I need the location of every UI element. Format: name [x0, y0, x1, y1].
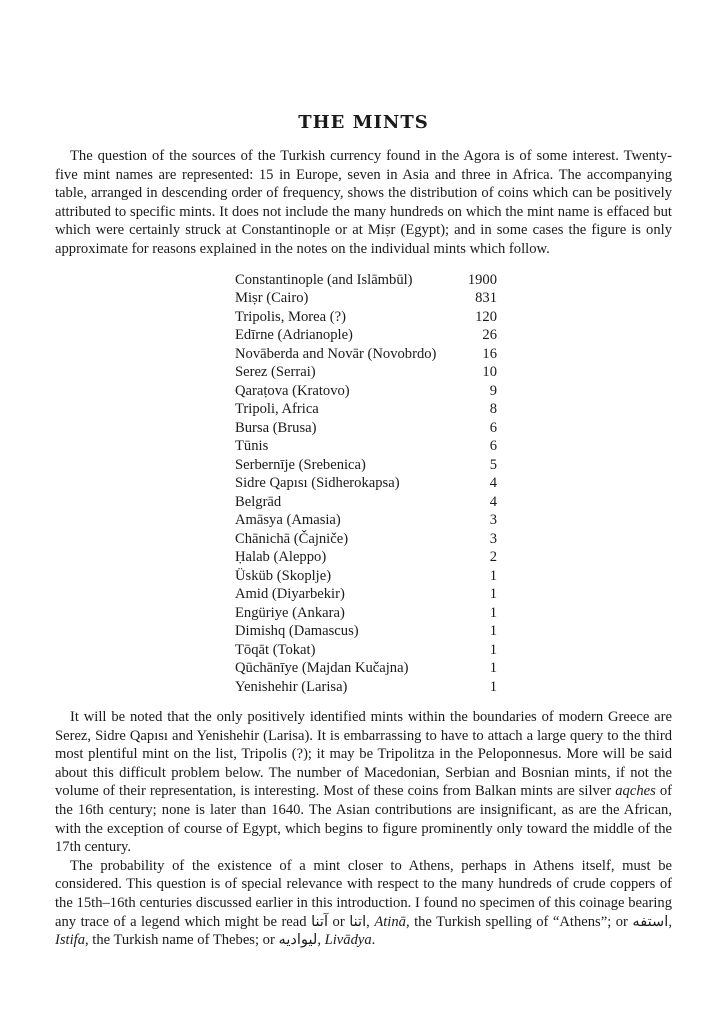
mint-name: Engüriye (Ankara) [235, 604, 345, 621]
mint-count: 10 [482, 364, 497, 381]
mint-count: 4 [489, 493, 497, 510]
paragraph-text: . [371, 932, 376, 949]
table-row [235, 659, 497, 678]
table-row [235, 678, 497, 697]
mint-name: Serbernīje (Srebenica) [235, 456, 366, 473]
mint-count: 26 [482, 327, 497, 344]
paragraph-text: The probability of the existence of a mint closer to Athens, perhaps in Athens itself, must be considered. This question is of special relevance with respect to the many hundreds of crude coppers of the 15th–16th centuries discussed earlier in this introduction. I found no specimen of this coinage bearing any trace of a legend which might be read [55, 857, 672, 930]
paragraph-text: of the 16th century; none is later than 1640. The Asian contributions are insignificant, as are the African, with the exception of course of Egypt, which begins to figure prominently only toward the middle of the 17th century. [55, 783, 673, 856]
mint-count: 3 [489, 512, 497, 529]
mint-name: Tūnis [235, 438, 269, 455]
mint-name: Belgrād [235, 493, 282, 510]
mint-name: Dimishq (Damascus) [235, 623, 359, 640]
table-row [235, 622, 497, 641]
table-row [235, 474, 497, 493]
paragraph-athens-mint [55, 857, 672, 950]
mint-name: Yenishehir (Larisa) [235, 678, 348, 695]
mint-name: Chānichā (Čajniče) [235, 530, 349, 547]
table-row [235, 363, 497, 382]
table-row [235, 400, 497, 419]
mint-count: 2 [489, 549, 497, 566]
mint-count: 1 [489, 678, 497, 695]
paragraph-text: , [366, 913, 375, 930]
arabic-word: اتنا [349, 913, 367, 930]
mint-count: 6 [489, 438, 497, 455]
mint-name: Edīrne (Adrianople) [235, 327, 353, 344]
mint-count: 8 [489, 401, 497, 418]
table-row [235, 308, 497, 327]
paragraph-text: It will be noted that the only positively identified mints within the boundaries of modern Greece are Serez, Sidre Qapısı and Yenishehir (Larisa). It is embarrassing to have to attach a large query to the third most plentiful mint on the list, Tripolis (?); it may be Tripolitza in the Peloponnesus. More will be said about this difficult problem below. The number of Macedonian, Serbian and Bosnian mints, if not the volume of their representation, is interesting. Most of these coins from Balkan mints are silver [55, 709, 672, 800]
mint-name: Qūchānīye (Majdan Kučajna) [235, 660, 409, 677]
mint-count: 9 [489, 382, 497, 399]
mint-table [235, 271, 497, 697]
mint-count: 16 [482, 345, 497, 362]
table-row [235, 530, 497, 549]
mint-count: 6 [489, 419, 497, 436]
mint-count: 1 [489, 604, 497, 621]
table-row [235, 493, 497, 512]
table-row [235, 585, 497, 604]
table-row [235, 345, 497, 364]
table-row [235, 419, 497, 438]
arabic-word: آتنا [311, 913, 329, 930]
mint-name: Tripoli, Africa [235, 401, 319, 418]
mint-name: Constantinople (and Islāmbūl) [235, 271, 413, 288]
paragraph-text: or [328, 913, 350, 930]
mint-name: Amid (Diyarbekir) [235, 586, 345, 603]
mint-count: 3 [489, 530, 497, 547]
mint-name: Miṣr (Cairo) [235, 290, 309, 307]
table-row [235, 326, 497, 345]
mint-count: 831 [475, 290, 497, 307]
table-row [235, 511, 497, 530]
page-title: THE MINTS [298, 112, 429, 133]
italic-term: Atinā [374, 913, 406, 930]
mint-name: Tripolis, Morea (?) [235, 308, 346, 325]
mint-count: 1900 [467, 271, 497, 288]
mint-name: Ḥalab (Aleppo) [235, 549, 327, 566]
mint-count: 1 [489, 586, 497, 603]
paragraph-greek-mints [55, 708, 672, 857]
mint-name: Üsküb (Skoplje) [235, 567, 332, 584]
italic-term: aqches [615, 783, 656, 800]
mint-count: 1 [489, 660, 497, 677]
arabic-word: ليواديه [278, 932, 318, 949]
table-row [235, 437, 497, 456]
table-row [235, 271, 497, 290]
italic-term: Livādya [324, 932, 372, 949]
table-row [235, 641, 497, 660]
italic-term: Istifa [55, 932, 85, 949]
table-row [235, 456, 497, 475]
mint-count: 5 [489, 456, 497, 473]
mint-name: Bursa (Brusa) [235, 419, 317, 436]
mint-count: 4 [489, 475, 497, 492]
mint-count: 1 [489, 567, 497, 584]
table-row [235, 382, 497, 401]
intro-paragraph: The question of the sources of the Turkish currency found in the Agora is of some interest. Twenty-five mint names are represented: 15 in Europe, seven in Asia and three in Africa. The accompanying table, arranged in descending order of frequency, shows the distribution of coins which can be positively attributed to specific mints. It does not include the many hundreds on which the mint name is effaced but which were certainly struck at Constantinople or at Miṣr (Egypt); and in some cases the figure is only approximate for reasons explained in the notes on the individual mints which follow. [55, 148, 672, 257]
mint-name: Serez (Serrai) [235, 364, 316, 381]
table-row [235, 289, 497, 308]
mint-name: Novāberda and Novār (Novobrdo) [235, 345, 437, 362]
mint-count: 120 [475, 308, 497, 325]
paragraph-text: , [317, 932, 325, 949]
table-row [235, 548, 497, 567]
mint-name: Qaraṭova (Kratovo) [235, 382, 350, 399]
paragraph-text: , [668, 913, 672, 930]
mint-count: 1 [489, 641, 497, 658]
paragraph-text: , the Turkish name of Thebes; or [85, 932, 279, 949]
mint-name: Tōqāt (Tokat) [235, 641, 316, 658]
paragraph-text: , the Turkish spelling of “Athens”; or [405, 913, 633, 930]
table-row [235, 604, 497, 623]
mint-count: 1 [489, 623, 497, 640]
page [55, 112, 672, 950]
arabic-word: استفه [632, 913, 669, 930]
mint-name: Sidre Qapısı (Sidherokapsa) [235, 475, 400, 492]
table-row [235, 567, 497, 586]
mint-name: Amāsya (Amasia) [235, 512, 341, 529]
